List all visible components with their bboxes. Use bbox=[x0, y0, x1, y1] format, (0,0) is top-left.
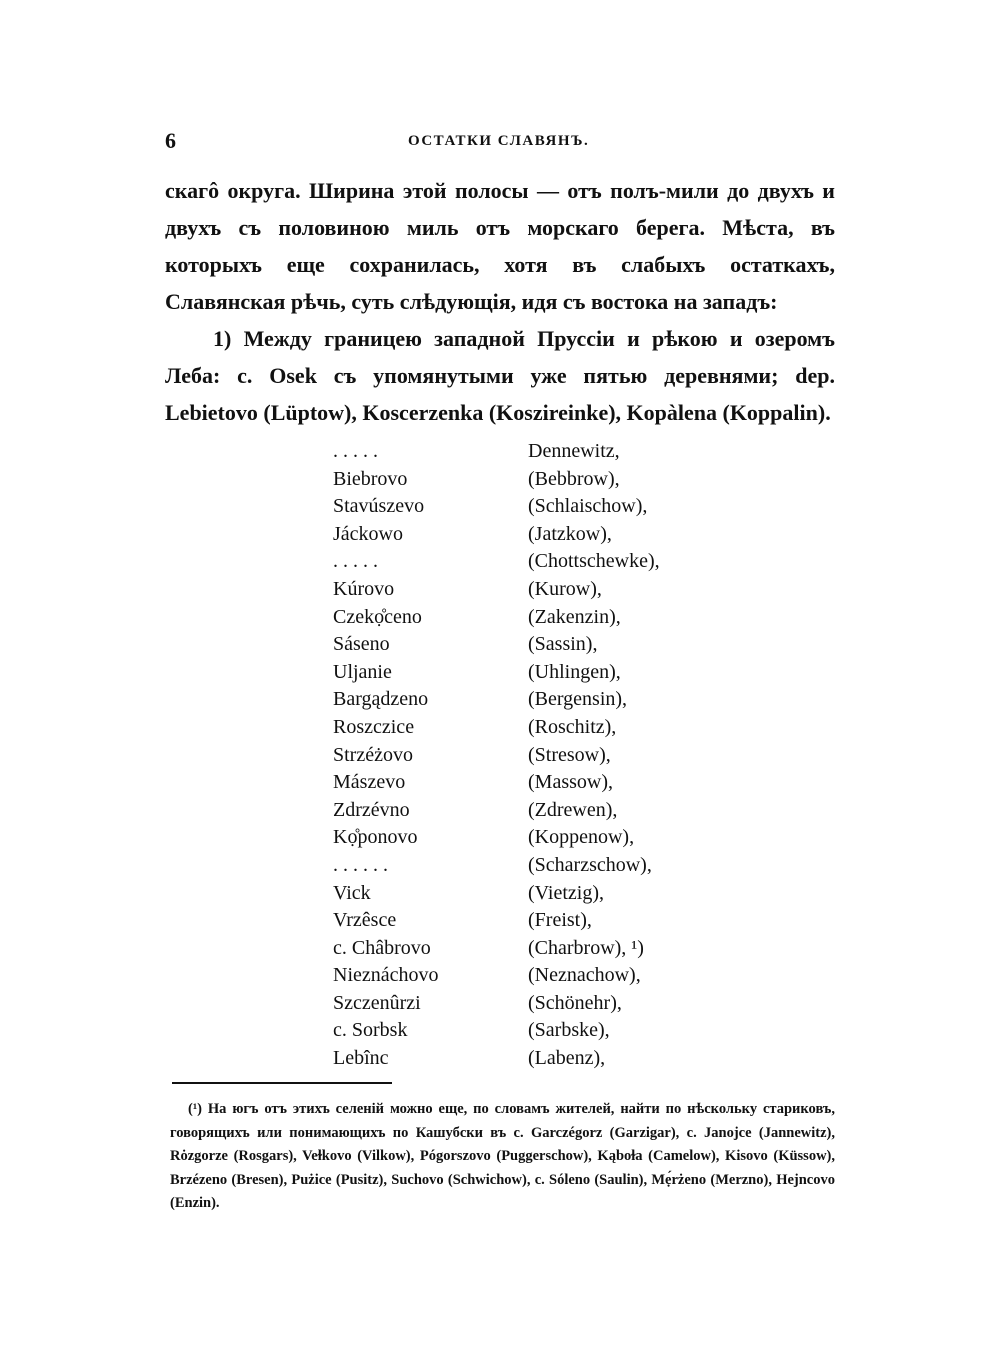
german-place-name: (Bebbrow), bbox=[528, 467, 620, 490]
slavic-place-name: Szczenûrzi bbox=[333, 991, 421, 1014]
place-row bbox=[333, 466, 753, 494]
body-text bbox=[165, 172, 835, 431]
place-row bbox=[333, 631, 753, 659]
footnote-text: (¹) На югъ отъ этихъ селеній можно еще, по словамъ жителей, найти по нѣскольку стариковъ, говорящихъ или понимающихъ по Кашубски въ с. Garczégorz (Garzigar), с. Janojce (Jannewitz), Rȯzgorze (Rosgars), Veɫkovo (Vilkow), Pógorszovo (Puggerschow), Kąboɫa (Camelow), Kisovo (Küssow), Brzézeno (Bresen), Pużice (Pusitz), Suchovo (Schwichow), с. Sóleno (Saulin), Mẹ́rżeno (Merzno), Hejncovo (Enzin). bbox=[170, 1101, 835, 1211]
place-row bbox=[333, 576, 753, 604]
place-row bbox=[333, 1017, 753, 1045]
slavic-place-name: Mászevo bbox=[333, 771, 406, 794]
german-place-name: (Schlaischow), bbox=[528, 495, 648, 518]
place-row bbox=[333, 907, 753, 935]
german-place-name: (Labenz), bbox=[528, 1047, 606, 1070]
place-row bbox=[333, 852, 753, 880]
slavic-place-name: . . . . . bbox=[333, 550, 378, 573]
slavic-place-name: Bargądzeno bbox=[333, 688, 429, 711]
place-name-list bbox=[333, 438, 753, 1073]
german-place-name: (Jatzkow), bbox=[528, 522, 612, 545]
place-row bbox=[333, 880, 753, 908]
german-place-name: (Chottschewke), bbox=[528, 550, 660, 573]
slavic-place-name: Kúrovo bbox=[333, 577, 395, 600]
german-place-name: (Koppenow), bbox=[528, 826, 635, 849]
german-place-name: (Kurow), bbox=[528, 577, 602, 600]
german-place-name: (Schönehr), bbox=[528, 991, 622, 1014]
slavic-place-name: Roszczice bbox=[333, 715, 415, 738]
place-row bbox=[333, 521, 753, 549]
slavic-place-name: Kọ̊ponovo bbox=[333, 826, 418, 849]
place-row bbox=[333, 824, 753, 852]
running-head: ОСТАТКИ СЛАВЯНЪ. bbox=[408, 133, 590, 149]
footnote-divider bbox=[172, 1082, 392, 1084]
german-place-name: (Neznachow), bbox=[528, 964, 641, 987]
slavic-place-name: . . . . . . bbox=[333, 853, 388, 876]
german-place-name: (Zdrewen), bbox=[528, 798, 618, 821]
place-row bbox=[333, 769, 753, 797]
place-row bbox=[333, 659, 753, 687]
slavic-place-name: Biebrovo bbox=[333, 467, 408, 490]
place-row bbox=[333, 935, 753, 963]
place-row bbox=[333, 1045, 753, 1073]
german-place-name: (Vietzig), bbox=[528, 881, 604, 904]
place-row bbox=[333, 493, 753, 521]
paragraph-continuation: скагô округа. Ширина этой полосы — отъ полъ-мили до двухъ и двухъ съ половиною миль отъ морскаго берега. Мѣста, въ которыхъ еще сохранилась, хотя въ слабыхъ остаткахъ, Славянская рѣчь, суть слѣдующія, идя съ востока на западъ: bbox=[165, 178, 835, 314]
german-place-name: Dennewitz, bbox=[528, 440, 620, 462]
german-place-name: (Freist), bbox=[528, 909, 592, 932]
slavic-place-name: Czekọ̊ceno bbox=[333, 605, 422, 628]
german-place-name: (Stresow), bbox=[528, 743, 611, 766]
place-row bbox=[333, 797, 753, 825]
german-place-name: (Roschitz), bbox=[528, 715, 617, 738]
slavic-place-name: Sáseno bbox=[333, 633, 390, 656]
german-place-name: (Uhlingen), bbox=[528, 660, 621, 683]
place-row bbox=[333, 962, 753, 990]
slavic-place-name: Stavúszevo bbox=[333, 495, 425, 518]
place-row bbox=[333, 714, 753, 742]
slavic-place-name: Jáckowo bbox=[333, 522, 403, 545]
german-place-name: (Bergensin), bbox=[528, 688, 628, 711]
place-row bbox=[333, 990, 753, 1018]
slavic-place-name: Strzéżovo bbox=[333, 743, 413, 766]
slavic-place-name: Vick bbox=[333, 881, 371, 904]
page-number: 6 bbox=[165, 128, 176, 153]
place-row bbox=[333, 548, 753, 576]
german-place-name: (Sassin), bbox=[528, 633, 598, 656]
place-row bbox=[333, 438, 753, 466]
footnote bbox=[170, 1098, 835, 1216]
slavic-place-name: . . . . . bbox=[333, 440, 378, 462]
slavic-place-name: c. Châbrovo bbox=[333, 936, 431, 959]
slavic-place-name: Uljanie bbox=[333, 660, 392, 683]
slavic-place-name: Nieznáchovo bbox=[333, 964, 439, 987]
german-place-name: (Scharzschow), bbox=[528, 853, 652, 876]
place-row bbox=[333, 604, 753, 632]
slavic-place-name: Vrzêsce bbox=[333, 909, 397, 932]
place-row bbox=[333, 742, 753, 770]
german-place-name: (Sarbske), bbox=[528, 1019, 610, 1042]
german-place-name: (Charbrow), ¹) bbox=[528, 936, 644, 959]
slavic-place-name: Zdrzévno bbox=[333, 798, 410, 821]
slavic-place-name: Lebînc bbox=[333, 1047, 389, 1070]
place-row bbox=[333, 686, 753, 714]
german-place-name: (Zakenzin), bbox=[528, 605, 621, 628]
german-place-name: (Massow), bbox=[528, 771, 613, 794]
paragraph-list-intro: 1) Между границею западной Пруссіи и рѣкою и озеромъ Леба: с. Osek съ упомянутыми уже пятью деревнями; dep. Lebietovo (Lüptow), Koscerzenka (Koszireinke), Kopàlena (Koppalin). bbox=[165, 326, 835, 425]
slavic-place-name: c. Sorbsk bbox=[333, 1019, 408, 1042]
